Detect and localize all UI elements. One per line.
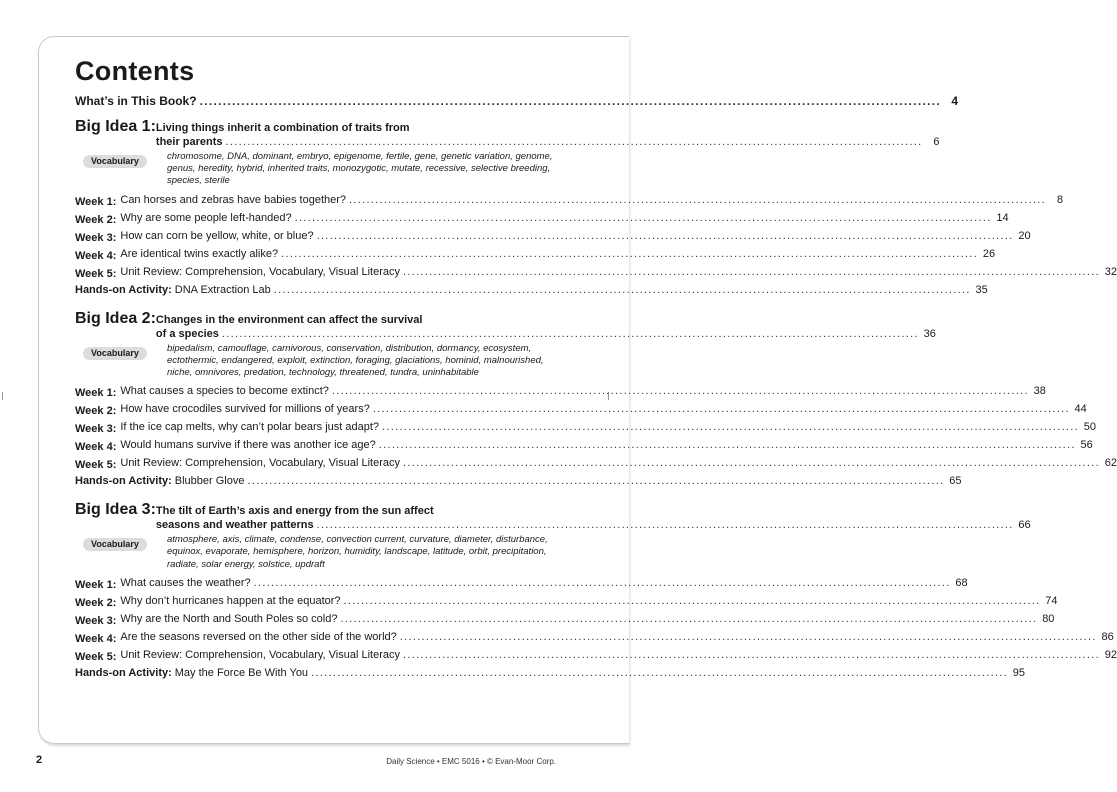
week-entry[interactable] xyxy=(75,211,1009,229)
hands-on-label: Hands-on Activity: xyxy=(75,475,172,488)
big-idea-1-label: Big Idea 1: xyxy=(75,118,156,135)
whats-in-book-page: 4 xyxy=(951,94,958,108)
big-idea-1-title-line1: Living things inherit a combination of traits from xyxy=(155,122,410,134)
footer-credit: Daily Science • EMC 5016 • © Evan-Moor Corp. xyxy=(386,757,556,766)
week-label: Week 4: xyxy=(75,441,117,454)
big-idea-2-title-line2: of a species xyxy=(155,327,219,340)
whats-in-book-label: What’s in This Book? xyxy=(75,94,197,108)
week-label: Week 5: xyxy=(75,459,117,472)
week-question: What causes a species to become extinct? xyxy=(120,385,329,398)
hands-on-activity-entry[interactable] xyxy=(75,283,988,297)
week-label: Week 3: xyxy=(75,614,117,627)
week-entry[interactable] xyxy=(75,594,1058,612)
week-page: 44 xyxy=(1074,403,1087,416)
week-entry[interactable] xyxy=(75,576,968,594)
dot-leader xyxy=(373,402,1070,417)
week-label: Week 2: xyxy=(75,405,117,418)
dot-leader xyxy=(382,420,1079,435)
week-page: 92 xyxy=(1104,648,1117,661)
dot-leader xyxy=(222,327,919,342)
week-question: Unit Review: Comprehension, Vocabulary, Visual Literacy xyxy=(120,265,400,278)
hands-on-label: Hands-on Activity: xyxy=(75,283,172,296)
vocabulary-list: bipedalism, camouflage, carnivorous, conservation, distribution, dormancy, ecosystem, ectothermic, endangered, exploit, extinction, foraging, glaciations, hominid, malnourished, niche, omnivores, predation, technology, threatened, tundra, uninhabitable xyxy=(167,342,544,379)
week-label: Week 2: xyxy=(75,596,117,609)
week-page: 8 xyxy=(1056,193,1064,206)
dot-leader xyxy=(247,474,944,488)
dot-leader xyxy=(226,135,923,150)
dot-leader xyxy=(317,229,1014,244)
dot-leader xyxy=(344,594,1041,609)
week-question: What causes the weather? xyxy=(120,576,251,589)
dot-leader xyxy=(200,94,941,109)
big-idea-1-section xyxy=(75,118,1117,297)
week-question: Can horses and zebras have babies together? xyxy=(120,193,347,206)
week-label: Week 3: xyxy=(75,231,117,244)
week-entry[interactable] xyxy=(75,420,1096,438)
hands-on-title: May the Force Be With You xyxy=(174,666,309,679)
big-idea-2-page: 36 xyxy=(923,327,936,340)
week-question: Are identical twins exactly alike? xyxy=(120,247,279,260)
big-idea-1-page: 6 xyxy=(933,136,940,148)
week-page: 56 xyxy=(1080,439,1093,452)
week-label: Week 1: xyxy=(75,195,117,208)
week-question: Would humans survive if there was another ice age? xyxy=(120,439,376,452)
vocabulary-list: atmosphere, axis, climate, condense, convection current, curvature, diameter, disturbance, equinox, evaporate, hemisphere, horizon, humidity, landscape, latitude, orbit, precipitation, radiate, solar energy, solstice, updraft xyxy=(167,534,548,570)
week-page: 50 xyxy=(1083,421,1096,434)
week-label: Week 1: xyxy=(75,578,117,591)
week-entry[interactable] xyxy=(75,648,1117,666)
vocabulary-badge: Vocabulary xyxy=(83,155,147,168)
dot-leader xyxy=(349,193,1046,208)
dot-leader xyxy=(379,438,1076,453)
week-label: Week 1: xyxy=(75,387,117,400)
week-label: Week 3: xyxy=(75,423,117,436)
week-page: 86 xyxy=(1101,630,1114,643)
big-idea-2-title-line1: Changes in the environment can affect the survival xyxy=(155,313,423,326)
week-entry[interactable] xyxy=(75,265,1117,283)
week-entry[interactable] xyxy=(75,612,1055,630)
big-idea-3-title-line1: The tilt of Earth’s axis and energy from the sun affect xyxy=(155,505,434,518)
vocabulary-list: chromosome, DNA, dominant, embryo, epigenome, fertile, gene, genetic variation, genome, genus, heredity, hybrid, inherited traits, monozygotic, mutate, recessive, selective breeding, species, sterile xyxy=(167,151,553,187)
week-question: Why don’t hurricanes happen at the equator? xyxy=(120,594,341,607)
week-question: Unit Review: Comprehension, Vocabulary, Visual Literacy xyxy=(120,457,400,470)
page-title: Contents xyxy=(75,56,195,86)
week-label: Week 4: xyxy=(75,249,117,262)
vocabulary-badge: Vocabulary xyxy=(83,538,147,551)
dot-leader xyxy=(332,384,1029,399)
week-page: 74 xyxy=(1045,594,1058,607)
hands-on-label: Hands-on Activity: xyxy=(75,666,172,679)
week-page: 62 xyxy=(1104,457,1117,470)
big-idea-3-section xyxy=(75,501,1117,680)
week-question: Why are the North and South Poles so cold? xyxy=(120,612,338,625)
contents-page xyxy=(75,56,1117,680)
big-idea-3-label: Big Idea 3: xyxy=(75,501,156,519)
week-page: 14 xyxy=(996,211,1009,224)
big-idea-3-title-line2: seasons and weather patterns xyxy=(155,519,314,532)
crop-mark-left xyxy=(2,392,3,400)
dot-leader xyxy=(295,211,992,226)
big-idea-1-vocabulary xyxy=(75,151,553,188)
dot-leader xyxy=(403,265,1100,280)
week-label: Week 5: xyxy=(75,650,117,663)
week-question: Why are some people left-handed? xyxy=(120,211,292,224)
week-page: 38 xyxy=(1033,385,1046,398)
week-question: How have crocodiles survived for millions of years? xyxy=(120,403,370,416)
week-page: 32 xyxy=(1104,265,1117,278)
week-entry[interactable] xyxy=(75,630,1114,648)
week-label: Week 2: xyxy=(75,213,117,226)
week-question: If the ice cap melts, why can’t polar bears just adapt? xyxy=(120,421,380,434)
hands-on-page: 65 xyxy=(949,475,962,488)
big-idea-2-section xyxy=(75,309,1117,489)
hands-on-activity-entry[interactable] xyxy=(75,666,1026,680)
big-idea-3-vocabulary xyxy=(75,534,553,571)
week-page: 26 xyxy=(982,247,996,260)
week-question: Are the seasons reversed on the other side of the world? xyxy=(120,630,397,643)
dot-leader xyxy=(254,576,951,591)
dot-leader xyxy=(311,666,1008,680)
week-entry[interactable] xyxy=(75,247,996,265)
page-number: 2 xyxy=(36,754,43,766)
dot-leader xyxy=(403,456,1100,471)
big-idea-3-page: 66 xyxy=(1018,519,1031,532)
hands-on-title: DNA Extraction Lab xyxy=(174,283,271,296)
big-idea-2-heading[interactable] xyxy=(75,309,936,342)
hands-on-page: 35 xyxy=(975,283,988,296)
big-idea-1-heading[interactable] xyxy=(75,118,940,150)
dot-leader xyxy=(340,612,1037,627)
big-idea-1-title-line2: their parents xyxy=(155,136,223,148)
week-entry[interactable] xyxy=(75,193,1064,211)
week-entry[interactable] xyxy=(75,402,1087,420)
whats-in-book-entry[interactable] xyxy=(75,94,958,109)
week-label: Week 4: xyxy=(75,632,117,645)
dot-leader xyxy=(274,283,971,297)
dot-leader xyxy=(403,648,1100,663)
dot-leader xyxy=(317,518,1014,533)
week-page: 20 xyxy=(1018,229,1031,242)
week-entry[interactable] xyxy=(75,384,1046,402)
week-page: 68 xyxy=(955,576,968,589)
big-idea-2-label: Big Idea 2: xyxy=(75,309,156,327)
dot-leader xyxy=(400,630,1097,645)
big-idea-2-vocabulary xyxy=(75,343,553,380)
hands-on-activity-entry[interactable] xyxy=(75,474,962,488)
hands-on-title: Blubber Glove xyxy=(174,475,245,488)
week-question: Unit Review: Comprehension, Vocabulary, Visual Literacy xyxy=(120,648,400,661)
week-page: 80 xyxy=(1042,612,1055,625)
week-entry[interactable] xyxy=(75,438,1093,456)
dot-leader xyxy=(281,247,978,262)
big-idea-3-heading[interactable] xyxy=(75,501,1031,533)
week-label: Week 5: xyxy=(75,267,117,280)
vocabulary-badge: Vocabulary xyxy=(83,347,147,360)
week-entry[interactable] xyxy=(75,229,1031,247)
week-entry[interactable] xyxy=(75,456,1117,474)
week-question: How can corn be yellow, white, or blue? xyxy=(120,229,314,242)
hands-on-page: 95 xyxy=(1012,666,1026,679)
